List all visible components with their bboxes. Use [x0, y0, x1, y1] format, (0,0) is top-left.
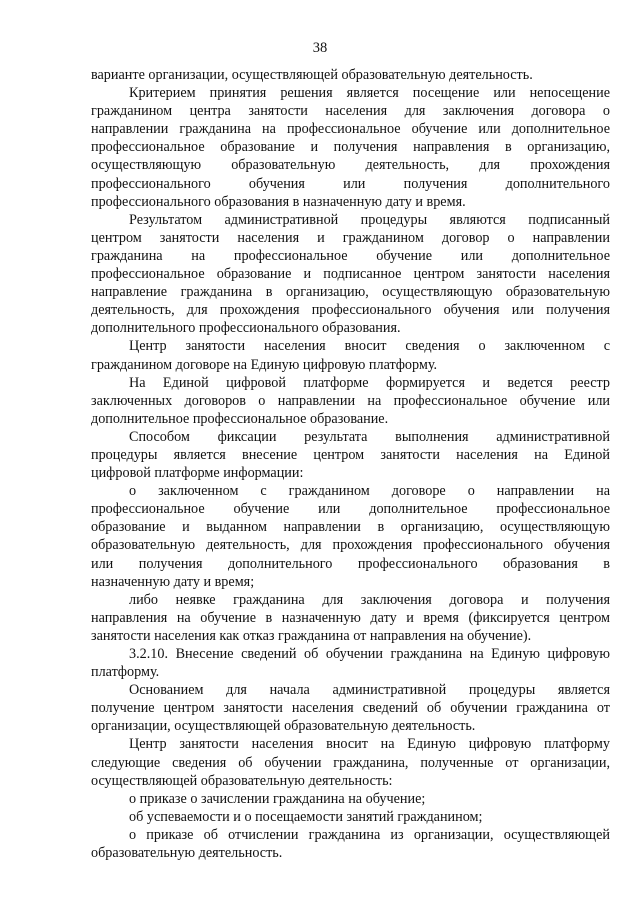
text-line: о заключенном с гражданином договоре о направлении на [129, 483, 610, 500]
text-line: деятельность, для прохождения профессионального обучения или получения [91, 302, 610, 319]
text-line: образовательную деятельность. [91, 845, 283, 862]
text-line: процедуры является внесение центром занятости населения на Единой [91, 446, 610, 463]
text-line: центром занятости населения и гражданином договор о направлении [91, 229, 610, 246]
text-line: цифровой платформе информации: [91, 465, 304, 482]
paragraph [91, 337, 610, 373]
text-line: о приказе о зачислении гражданина на обучение; [129, 790, 426, 807]
text-line: осуществляющей образовательную деятельность: [91, 772, 393, 789]
text-line: профессиональное обучение или дополнительное профессиональное [91, 501, 610, 518]
text-line: платформу. [91, 664, 160, 681]
text-line: 3.2.10. Внесение сведений об обучении гражданина на Единую цифровую [129, 646, 610, 662]
text-line: профессиональное образование и подписанное центром занятости населения [91, 266, 610, 283]
text-line: дополнительное профессиональное образование. [91, 410, 389, 427]
text-line: профессионального обучения или получения дополнительного [91, 175, 610, 192]
paragraph [91, 66, 610, 84]
paragraph [91, 482, 610, 591]
text-line: Центр занятости населения вносит сведения о заключенном с [129, 338, 610, 355]
document-body [91, 66, 610, 862]
text-line: об успеваемости и о посещаемости занятий гражданином; [129, 808, 483, 825]
paragraph [91, 645, 610, 681]
text-line: заключенных договоров о направлении на профессиональное обучение или [91, 392, 610, 409]
text-line: Центр занятости населения вносит на Единую цифровую платформу [129, 736, 610, 753]
text-line: или получения дополнительного профессионального образования в [91, 555, 610, 572]
text-line: получение центром занятости населения сведений об обучении гражданина от [91, 700, 610, 717]
text-line: осуществляющую образовательную деятельность, для прохождения [91, 157, 610, 174]
text-line: назначенную дату и время; [91, 573, 255, 590]
text-line: профессиональное образование и получения направления в организацию, [91, 139, 610, 156]
text-line: профессионального образования в назначенную дату и время. [91, 193, 466, 210]
text-line: либо неявке гражданина для заключения договора и получения [129, 591, 610, 608]
text-line: Результатом административной процедуры являются подписанный [129, 211, 610, 228]
text-line: следующие сведения об обучении гражданина, полученные от организации, [91, 754, 610, 771]
text-line: дополнительного профессионального образования. [91, 320, 401, 337]
paragraph [91, 826, 610, 862]
text-line: гражданином договоре на Единую цифровую платформу. [91, 356, 438, 373]
text-line: гражданина на профессиональное обучение или дополнительное [91, 247, 610, 264]
text-line: Основанием для начала административной процедуры является [129, 682, 610, 699]
text-line: направление гражданина в организацию, осуществляющую образовательную [91, 284, 610, 301]
text-line: направления на обучение в назначенную дату и время (фиксируется центром [91, 609, 610, 626]
text-line: гражданином центра занятости населения для заключения договора о [91, 103, 610, 120]
text-line: направлении гражданина на профессиональное обучение или дополнительное [91, 121, 610, 138]
paragraph [91, 428, 610, 482]
text-line: образование и выданном направлении в организацию, осуществляющую [91, 519, 610, 536]
text-line: На Единой цифровой платформе формируется и ведется реестр [129, 374, 610, 391]
paragraph [91, 681, 610, 735]
text-line: занятости населения как отказ гражданина от направления на обучение). [91, 627, 532, 644]
paragraph [91, 374, 610, 428]
text-line: Критерием принятия решения является посещение или непосещение [129, 85, 610, 102]
paragraph [91, 591, 610, 645]
paragraph [91, 211, 610, 338]
text-line: варианте организации, осуществляющей образовательную деятельность. [91, 67, 533, 83]
text-line: Способом фиксации результата выполнения административной [129, 428, 610, 445]
page-number: 38 [312, 40, 328, 56]
text-line: организации, осуществляющей образовательную деятельность. [91, 718, 476, 735]
paragraph [91, 84, 610, 211]
paragraph [91, 808, 610, 826]
text-line: о приказе об отчислении гражданина из организации, осуществляющей [129, 826, 610, 843]
paragraph [91, 790, 610, 808]
text-line: образовательную деятельность, для прохождения профессионального обучения [91, 537, 610, 554]
paragraph [91, 735, 610, 789]
